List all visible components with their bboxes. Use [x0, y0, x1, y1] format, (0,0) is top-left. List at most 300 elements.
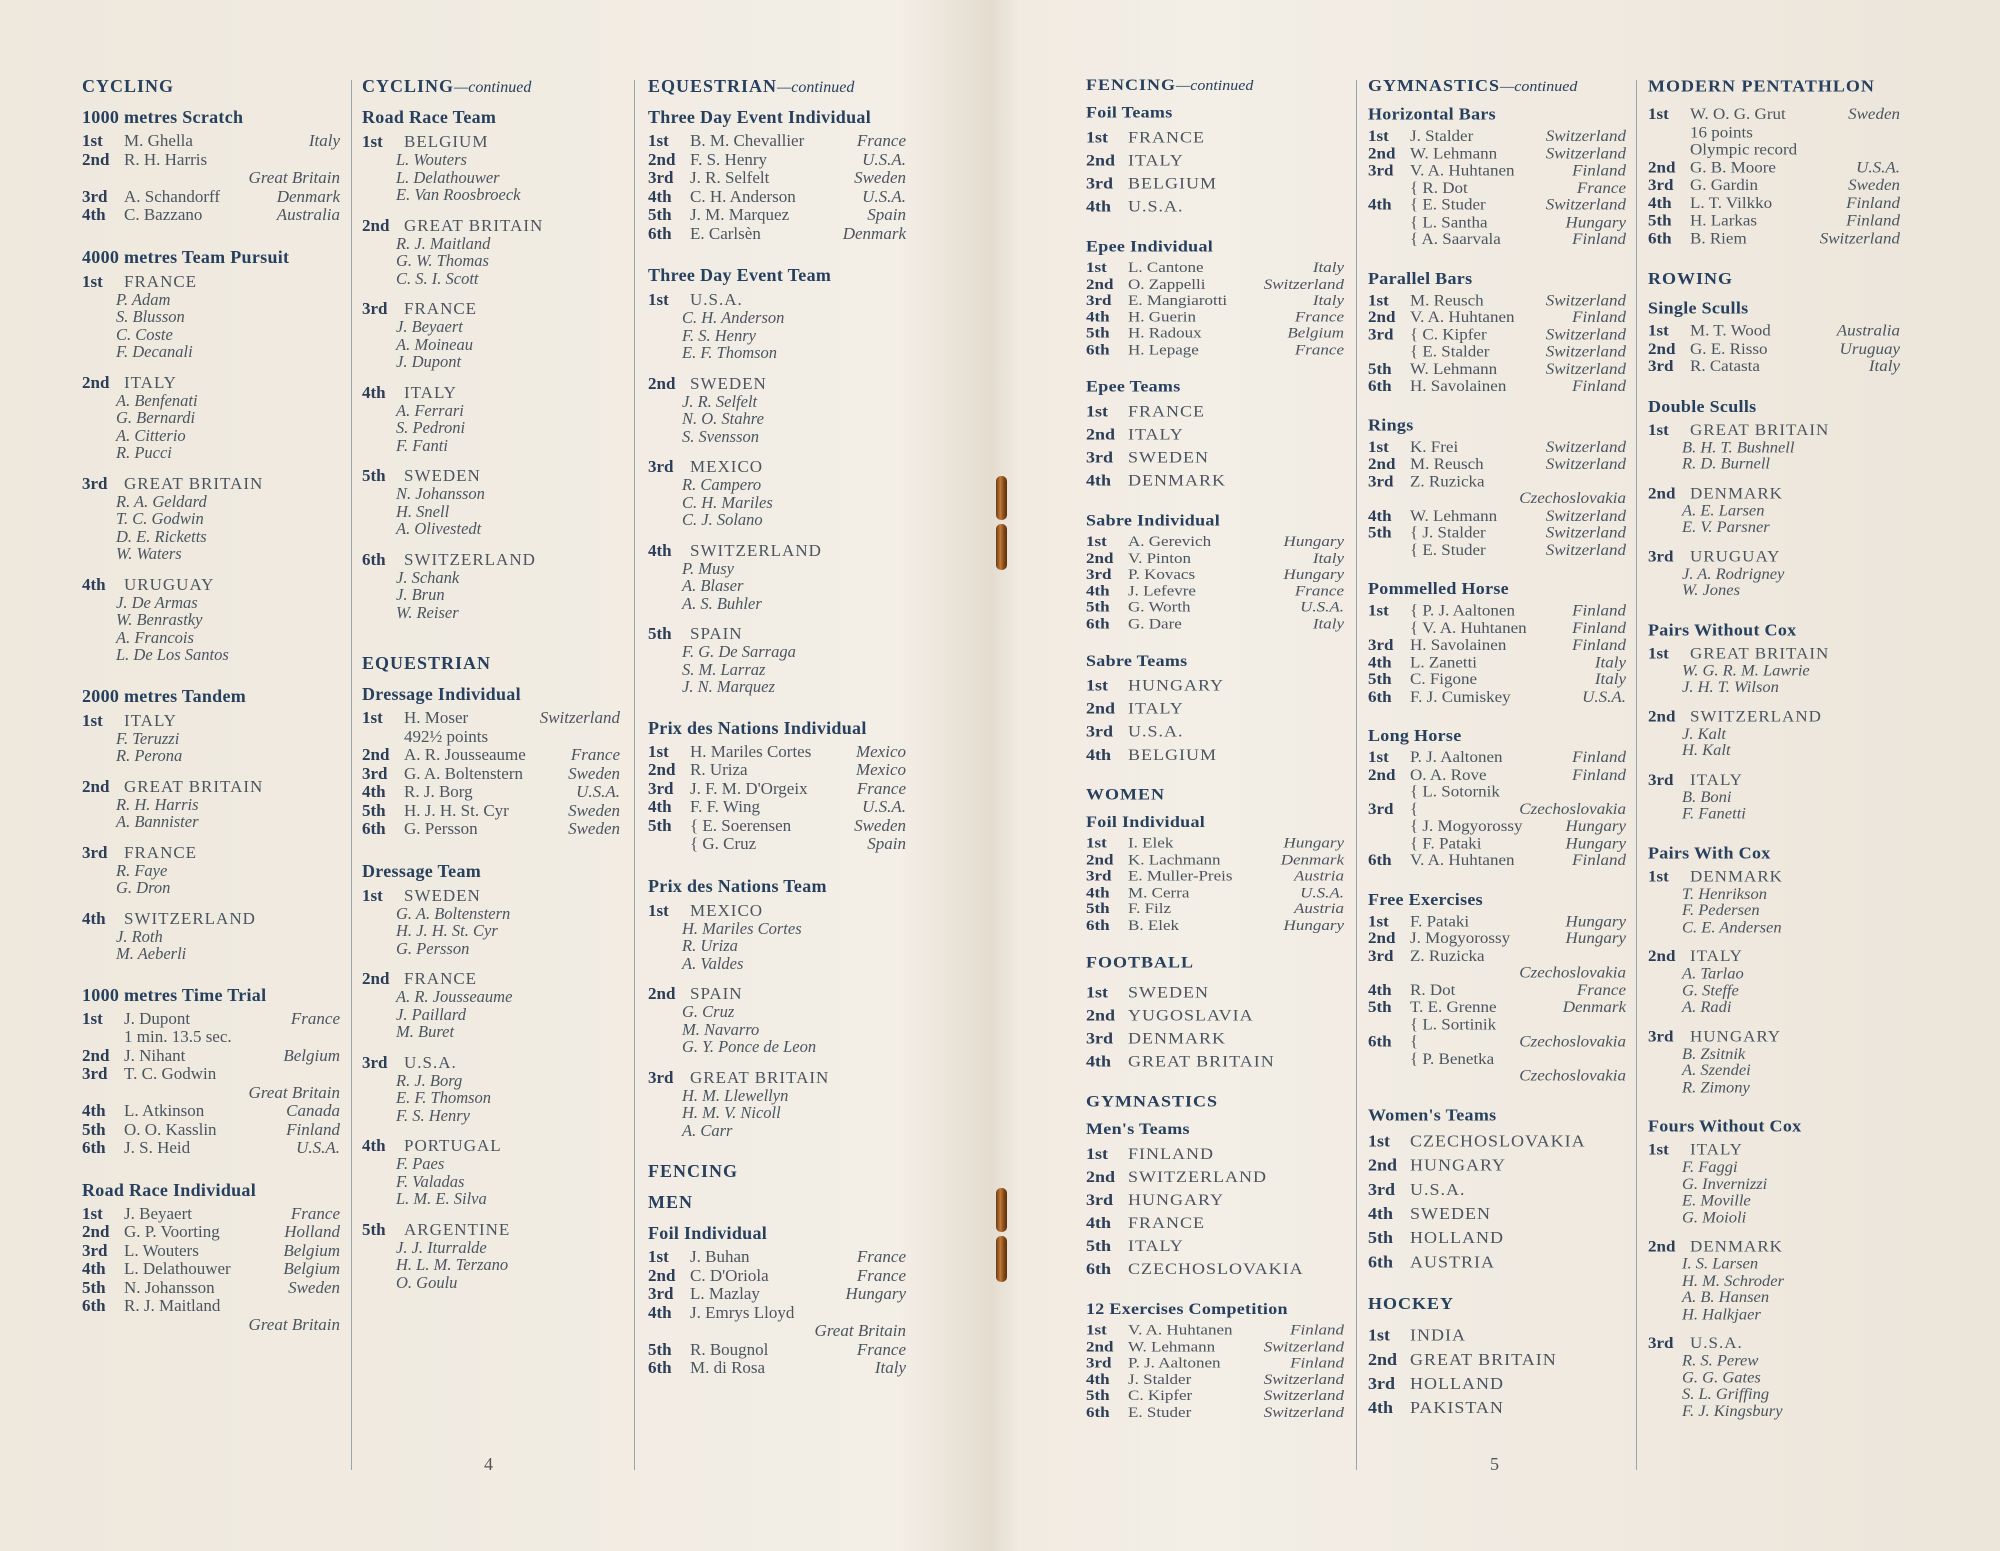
team-member: M. Navarro: [682, 1019, 760, 1039]
continued-label: —continued: [1500, 78, 1578, 95]
winner-country: FRANCE: [1128, 1213, 1206, 1232]
result-country: Switzerland: [1545, 290, 1626, 309]
result-country: Italy: [1868, 356, 1900, 375]
winner-place: 3rd: [1368, 1179, 1395, 1199]
winner-row: [1086, 195, 1344, 218]
team-place-row: [1648, 947, 1900, 965]
result-row: [1368, 965, 1626, 982]
event-section: [1086, 981, 1344, 1073]
event-title: Prix des Nations Team: [648, 875, 827, 896]
team-place: 2nd: [648, 373, 676, 393]
result-place: 1st: [1086, 258, 1107, 276]
team-entry: [362, 1220, 620, 1292]
result-country: Switzerland: [1545, 144, 1626, 162]
team-country: GREAT BRITAIN: [404, 215, 544, 235]
result-name: R. Bougnol: [690, 1339, 769, 1359]
result-row: [1648, 194, 1900, 212]
team-entry: [648, 984, 906, 1056]
winner-row: [1368, 1371, 1626, 1395]
team-member: P. Adam: [116, 289, 171, 309]
team-place-row: [82, 711, 340, 730]
team-place: 4th: [82, 574, 106, 594]
result-place: 5th: [1368, 670, 1392, 688]
result-name: H. Savolainen: [1410, 376, 1507, 395]
team-place: 2nd: [1648, 483, 1676, 502]
event-section: [1648, 843, 1900, 1095]
result-name: Olympic record: [1690, 140, 1798, 159]
result-row: [1368, 361, 1626, 378]
team-member: B. H. T. Bushnell: [1682, 437, 1795, 456]
team-place-row: [82, 843, 340, 862]
team-country: FRANCE: [404, 969, 478, 988]
winner-row: [1368, 1249, 1626, 1273]
result-name: O. O. Kasslin: [124, 1119, 217, 1139]
result-name: G. Worth: [1128, 598, 1191, 616]
result-name: W. Lehmann: [1410, 359, 1498, 378]
team-member: G. Persson: [396, 938, 470, 958]
team-member: J. De Armas: [116, 592, 198, 612]
winner-place: 1st: [1086, 402, 1108, 421]
team-member: R. Zimony: [1682, 1077, 1750, 1096]
result-name: J. Mogyorossy: [1410, 929, 1511, 947]
event-section: [648, 718, 906, 854]
winner-row: [1368, 1153, 1626, 1177]
winner-country: ITALY: [1128, 699, 1184, 718]
result-row: [82, 132, 340, 151]
result-place: 1st: [648, 741, 669, 761]
result-place: 1st: [1368, 601, 1389, 620]
team-entry: [362, 969, 620, 1041]
result-place: 4th: [82, 1259, 106, 1278]
result-row: [82, 1010, 340, 1029]
result-place: [1368, 1016, 1410, 1033]
event-title: Three Day Event Individual: [648, 107, 872, 127]
result-name: J. Stalder: [1128, 1370, 1192, 1388]
team-entry: [82, 373, 340, 462]
result-place: 5th: [82, 1119, 106, 1139]
result-place: 6th: [82, 1296, 106, 1315]
team-member: C. E. Andersen: [1682, 917, 1782, 936]
result-row: [362, 783, 620, 802]
team-member: F. S. Henry: [396, 1105, 470, 1125]
sport-name: MODERN PENTATHLON: [1648, 76, 1875, 96]
result-place: [82, 1028, 124, 1047]
winner-place: 4th: [1368, 1397, 1394, 1417]
winner-place: 4th: [1086, 1213, 1112, 1232]
team-member: A. Valdes: [682, 953, 744, 973]
team-member: E. Moville: [1682, 1190, 1751, 1210]
result-name: G. Persson: [404, 819, 478, 838]
team-place-row: [82, 373, 340, 392]
result-country: France: [1576, 980, 1626, 999]
team-place: 2nd: [1648, 946, 1676, 965]
sport-name: WOMEN: [1086, 785, 1165, 804]
sport-name: ROWING: [1648, 268, 1734, 288]
event-title: Rings: [1368, 415, 1414, 434]
result-country: Finland: [1572, 635, 1626, 654]
team-member: C. H. Anderson: [682, 308, 785, 327]
result-row: [1086, 1371, 1344, 1387]
winner-row: [1086, 1050, 1344, 1073]
result-place: [1368, 620, 1410, 637]
result-place: [1648, 141, 1690, 159]
result-country: Finland: [286, 1119, 340, 1139]
result-country: Sweden: [1848, 104, 1900, 123]
team-member: I. S. Larsen: [1682, 1254, 1759, 1273]
result-place: 1st: [1086, 1321, 1107, 1339]
result-name: A. R. Jousseaume: [404, 745, 526, 764]
team-member: S. Blusson: [116, 307, 185, 326]
column-pentathlon-rowing: [1648, 76, 1900, 1440]
event-title: Horizontal Bars: [1368, 104, 1496, 124]
team-entry: [362, 1136, 620, 1208]
event-title: Sabre Individual: [1086, 511, 1221, 530]
winner-country: BELGIUM: [1128, 745, 1217, 764]
event-title: Free Exercises: [1368, 889, 1483, 909]
team-place: 2nd: [82, 776, 110, 796]
result-place: [1368, 818, 1410, 835]
team-member: O. Goulu: [396, 1272, 458, 1292]
team-member: A. Ferrari: [396, 400, 464, 420]
result-place: 5th: [1086, 1386, 1110, 1404]
team-member: G. Bernardi: [116, 408, 196, 427]
team-country: SWITZERLAND: [404, 549, 536, 569]
event-section: [82, 1180, 340, 1335]
result-row: [648, 780, 906, 799]
result-name: M. Reusch: [1410, 454, 1484, 473]
result-row: [362, 728, 620, 747]
result-name: T. C. Godwin: [124, 1064, 217, 1083]
result-country: Great Britain: [248, 168, 340, 187]
team-place-row: [362, 216, 620, 235]
result-place: 1st: [1368, 290, 1389, 309]
result-name: M. di Rosa: [690, 1358, 766, 1377]
result-row: [1368, 749, 1626, 766]
sport-name: MEN: [648, 1192, 693, 1212]
result-name: F. Filz: [1128, 899, 1172, 917]
result-country: Hungary: [1565, 834, 1626, 852]
team-place: 3rd: [1648, 1026, 1674, 1045]
team-entry: [82, 474, 340, 563]
result-place: 2nd: [362, 745, 390, 764]
result-name: A. Schandorff: [124, 186, 220, 206]
result-country: Switzerland: [1263, 1370, 1344, 1388]
team-entry: [1648, 644, 1900, 696]
result-name: F. F. Wing: [690, 797, 760, 816]
team-member: C. S. I. Scott: [396, 268, 479, 288]
sport-heading: [1086, 76, 1344, 95]
team-entry: [82, 843, 340, 897]
winner-row: [1086, 400, 1344, 423]
team-place: 5th: [362, 1219, 386, 1239]
result-country: Italy: [1312, 291, 1344, 309]
result-name: J. Beyaert: [124, 1203, 192, 1223]
result-country: Hungary: [845, 1284, 906, 1303]
winner-country: SWEDEN: [1128, 448, 1209, 467]
result-country: Italy: [874, 1358, 906, 1377]
result-place: 6th: [82, 1138, 106, 1157]
result-place: 1st: [1368, 748, 1389, 766]
result-name: J. F. M. D'Orgeix: [690, 778, 808, 798]
result-row: [1368, 473, 1626, 490]
team-member: E. F. Thomson: [396, 1088, 492, 1107]
result-country: Belgium: [283, 1259, 340, 1278]
team-place: 2nd: [82, 372, 110, 392]
result-row: [1368, 654, 1626, 671]
event-title: Road Race Team: [362, 107, 497, 127]
team-entry: [362, 466, 620, 538]
result-name: B. M. Chevallier: [690, 131, 805, 150]
result-row: [1368, 326, 1626, 343]
result-name: K. Lachmann: [1128, 850, 1221, 868]
result-name: R. J. Borg: [404, 782, 473, 801]
team-country: SWEDEN: [404, 466, 481, 485]
result-country: Canada: [286, 1101, 340, 1120]
result-name: { E. Studer: [1410, 195, 1486, 214]
team-country: GREAT BRITAIN: [124, 473, 264, 493]
result-place: 2nd: [1368, 144, 1396, 162]
result-row: [1368, 913, 1626, 930]
staple: [996, 524, 1007, 570]
team-place: 2nd: [362, 969, 390, 988]
result-row: [648, 132, 906, 151]
staple: [996, 476, 1007, 520]
event-section: [1086, 378, 1344, 492]
team-place-row: [1648, 1334, 1900, 1352]
winner-row: [1368, 1225, 1626, 1249]
result-row: [1086, 835, 1344, 851]
team-member: J. Dupont: [396, 352, 462, 371]
result-name: J. M. Marquez: [690, 205, 790, 224]
result-name: J. R. Selfelt: [690, 168, 770, 187]
winner-place: 2nd: [1368, 1155, 1398, 1174]
result-country: Uruguay: [1839, 338, 1900, 358]
result-row: [1648, 230, 1900, 248]
winner-place: 1st: [1086, 1144, 1108, 1163]
result-name: E. Studer: [1128, 1403, 1192, 1421]
result-place: 3rd: [1368, 472, 1394, 490]
result-row: [648, 1285, 906, 1304]
team-member: G. A. Boltenstern: [396, 903, 511, 923]
result-name: L. Wouters: [124, 1240, 199, 1260]
result-country: Finland: [1846, 193, 1900, 212]
winner-row: [1086, 1165, 1344, 1188]
result-row: [648, 151, 906, 170]
winner-place: 4th: [1086, 197, 1112, 216]
result-place: 1st: [1648, 321, 1669, 340]
team-place-row: [648, 1068, 906, 1087]
result-place: 1st: [1368, 437, 1389, 456]
result-country: Hungary: [1565, 212, 1626, 231]
team-member: S. Pedroni: [396, 418, 466, 437]
result-country: Hungary: [1283, 532, 1344, 550]
winner-row: [1086, 469, 1344, 492]
winner-country: DENMARK: [1128, 1029, 1227, 1048]
winner-country: SWITZERLAND: [1128, 1167, 1267, 1186]
result-row: [648, 761, 906, 780]
result-row: [1368, 818, 1626, 835]
result-country: Hungary: [1283, 565, 1344, 583]
sport-name: EQUESTRIAN: [648, 76, 778, 96]
team-member: H. L. M. Terzano: [396, 1255, 509, 1274]
result-row: [82, 1102, 340, 1121]
sport-name: CYCLING: [362, 76, 455, 96]
team-member: S. M. Larraz: [682, 659, 766, 679]
result-country: Denmark: [842, 223, 906, 243]
result-name: R. H. Harris: [124, 149, 208, 169]
result-row: [1648, 177, 1900, 195]
result-row: [1368, 947, 1626, 964]
result-row: [1086, 884, 1344, 900]
result-name: Z. Ruzicka: [1410, 472, 1485, 490]
result-row: [1086, 917, 1344, 933]
result-row: [1086, 1404, 1344, 1420]
result-name: { P. Benetka: [1410, 1049, 1495, 1068]
result-name: V. A. Huhtanen: [1128, 1321, 1233, 1339]
result-row: [1368, 456, 1626, 473]
result-place: 4th: [1086, 581, 1110, 599]
result-name: C. Kipfer: [1128, 1386, 1193, 1404]
event-section: [1368, 1105, 1626, 1273]
team-country: DENMARK: [1690, 483, 1783, 502]
result-name: E. Muller-Preis: [1128, 867, 1233, 884]
result-row: [1086, 534, 1344, 550]
event-title: Epee Individual: [1086, 237, 1214, 256]
result-row: [82, 1297, 340, 1316]
team-member: A. Olivestedt: [396, 519, 482, 538]
team-member: R. Campero: [682, 475, 762, 494]
result-row: [1086, 292, 1344, 308]
team-place-row: [362, 886, 620, 905]
winner-row: [1086, 1211, 1344, 1234]
winner-row: [1086, 1234, 1344, 1257]
team-member: A. B. Hansen: [1682, 1287, 1770, 1306]
team-member: F. J. Kingsbury: [1682, 1401, 1783, 1420]
team-entry: [1648, 484, 1900, 536]
result-name: { V. A. Huhtanen: [1410, 618, 1527, 637]
event-section: [1086, 511, 1344, 632]
sport-heading: [1086, 953, 1344, 972]
column-divider: [1356, 80, 1357, 1470]
team-member: L. Delathouwer: [396, 167, 500, 187]
result-row: [82, 1279, 340, 1298]
winner-row: [1368, 1323, 1626, 1347]
winner-country: U.S.A.: [1128, 197, 1184, 216]
team-member: R. H. Harris: [116, 794, 199, 814]
winner-country: AUSTRIA: [1410, 1251, 1496, 1271]
result-place: 6th: [648, 1358, 672, 1377]
team-member: C. J. Solano: [682, 510, 763, 529]
team-member: N. O. Stahre: [682, 409, 764, 428]
result-name: E. Carlsèn: [690, 223, 761, 243]
result-name: M. T. Wood: [1690, 321, 1771, 340]
team-member: R. D. Burnell: [1682, 454, 1770, 473]
team-place-row: [648, 541, 906, 560]
result-row: [1086, 550, 1344, 566]
team-entry: [648, 1068, 906, 1140]
team-entry: [1648, 1140, 1900, 1225]
result-row: [82, 1084, 340, 1103]
sport-heading: [1368, 76, 1626, 95]
event-section: [82, 985, 340, 1158]
event-title: Fours Without Cox: [1648, 1116, 1802, 1136]
result-country: France: [290, 1008, 340, 1028]
sport-heading: [1086, 786, 1344, 805]
result-name: N. Johansson: [124, 1277, 215, 1297]
result-place: 4th: [1086, 883, 1110, 901]
result-name: V. Pinton: [1128, 549, 1191, 567]
event-title: Pairs With Cox: [1648, 842, 1771, 862]
result-name: W. Lehmann: [1410, 506, 1498, 525]
event-title: 2000 metres Tandem: [82, 685, 247, 706]
result-place: 6th: [362, 819, 386, 838]
team-member: A. Moineau: [396, 334, 473, 354]
continued-label: —continued: [454, 79, 532, 96]
winner-row: [1086, 149, 1344, 172]
result-place: 2nd: [648, 1265, 676, 1285]
winner-row: [1368, 1128, 1626, 1152]
team-entry: [362, 1053, 620, 1125]
team-place: 3rd: [362, 1052, 388, 1072]
result-country: U.S.A.: [862, 149, 906, 169]
winner-country: ITALY: [1128, 1236, 1184, 1255]
result-name: { G. Cruz: [690, 834, 757, 853]
result-row: [82, 1260, 340, 1279]
result-name: H. Radoux: [1128, 324, 1202, 342]
result-row: [1368, 852, 1626, 869]
result-country: Spain: [867, 205, 906, 224]
result-name: H. J. H. St. Cyr: [404, 800, 509, 820]
result-row: [1086, 1322, 1344, 1338]
result-name: P. Kovacs: [1128, 565, 1196, 583]
result-name: L. Cantone: [1128, 258, 1204, 276]
team-member: F. Fanti: [396, 435, 448, 455]
team-country: BELGIUM: [404, 132, 489, 151]
result-name: L. T. Vilkko: [1690, 193, 1773, 212]
event-section: [1086, 813, 1344, 934]
result-country: Finland: [1572, 376, 1626, 395]
team-place: 5th: [648, 624, 672, 643]
result-place: 3rd: [1368, 635, 1394, 654]
team-place-row: [82, 909, 340, 928]
winner-place: 2nd: [1086, 1006, 1116, 1025]
result-row: [1368, 128, 1626, 145]
result-name: L. Atkinson: [124, 1101, 205, 1120]
result-name: V. A. Huhtanen: [1410, 308, 1515, 326]
team-country: FRANCE: [124, 271, 198, 291]
result-country: Mexico: [855, 741, 906, 761]
result-name: {: [1410, 1032, 1419, 1050]
team-member: L. Wouters: [396, 150, 467, 169]
result-place: [362, 728, 404, 747]
event-section: [1648, 1116, 1900, 1419]
result-row: [1648, 212, 1900, 230]
team-place-row: [1648, 867, 1900, 885]
event-section: [648, 1223, 906, 1378]
team-member: N. Johansson: [396, 484, 485, 503]
sport-heading: [1648, 269, 1900, 289]
result-row: [1368, 766, 1626, 783]
event-title: Long Horse: [1368, 725, 1462, 745]
team-member: A. Francois: [116, 627, 194, 647]
winner-place: 2nd: [1086, 151, 1116, 170]
result-country: Denmark: [1280, 850, 1344, 868]
result-country: Finland: [1572, 748, 1626, 766]
team-place: 1st: [1648, 1140, 1669, 1159]
result-place: 6th: [1368, 376, 1392, 395]
team-member: J. Beyaert: [396, 317, 463, 336]
team-member: E. F. Thomson: [682, 343, 778, 362]
